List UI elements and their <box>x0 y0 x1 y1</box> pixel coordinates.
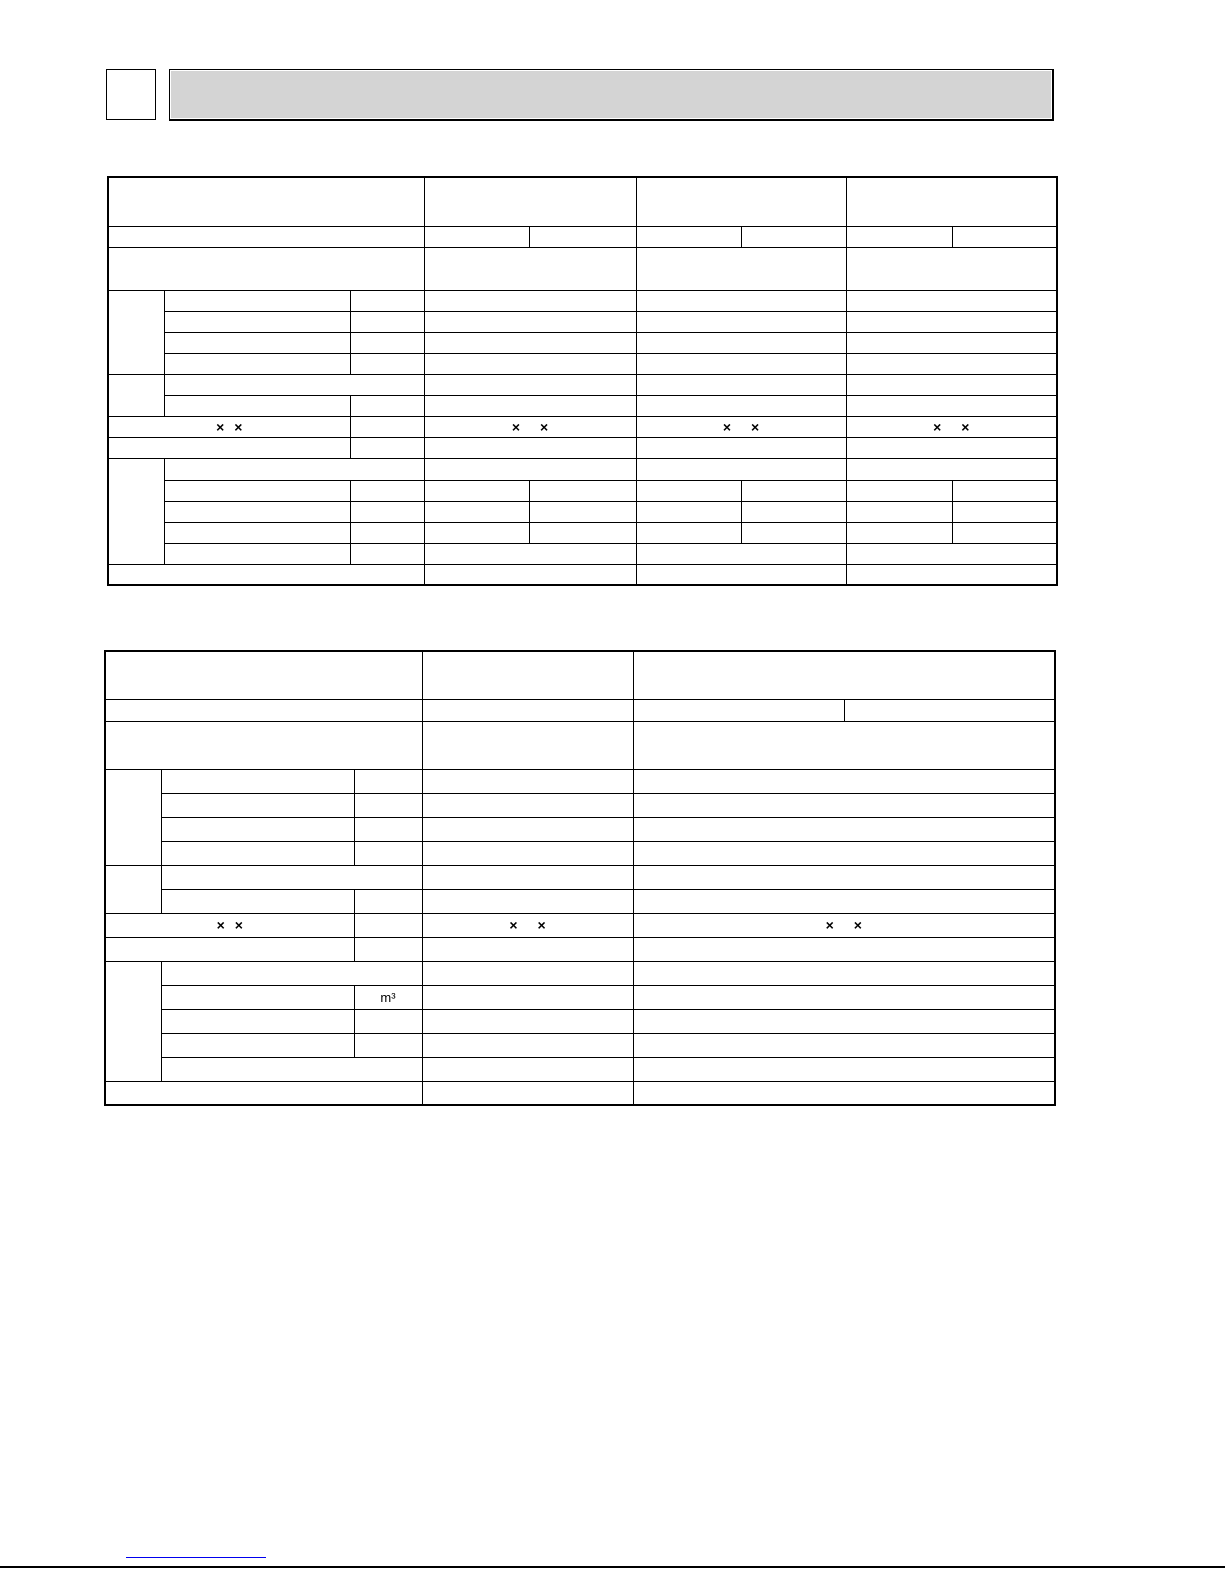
value-cell <box>424 311 636 332</box>
item-label-cell <box>164 395 350 416</box>
value-cell <box>636 290 846 311</box>
value-cell <box>636 543 846 564</box>
times-mark: × <box>540 418 549 435</box>
unit-cell <box>354 913 422 937</box>
unit-cell <box>350 437 424 458</box>
value-cell <box>422 769 633 793</box>
value-cell <box>422 721 633 769</box>
times-mark: × <box>216 418 225 435</box>
special-remarks-row <box>108 543 1057 564</box>
unit-cell <box>354 889 422 913</box>
remarks-row <box>108 564 1057 585</box>
unit-cell <box>350 311 424 332</box>
value-cell <box>422 865 633 889</box>
value-cell <box>424 290 636 311</box>
power-supply-label-cell <box>105 721 422 769</box>
value-cell <box>633 1009 1055 1033</box>
value-cell <box>422 961 633 985</box>
times-mark: × <box>933 418 942 435</box>
remarks-row <box>105 1081 1055 1105</box>
fan-motor-row <box>105 889 1055 913</box>
cooling-cell <box>846 226 952 247</box>
fan-motor-row <box>108 374 1057 395</box>
value-cell <box>633 841 1055 865</box>
special-remarks-row <box>105 1033 1055 1057</box>
fan-motor-group-cell <box>108 374 164 416</box>
value-cell <box>633 889 1055 913</box>
value-cell <box>633 817 1055 841</box>
item-label-cell <box>164 353 350 374</box>
unit-cell <box>350 522 424 543</box>
value-cell <box>422 793 633 817</box>
dimensions-value-cell <box>422 913 633 937</box>
unit-cell <box>350 395 424 416</box>
unit-cell <box>350 480 424 501</box>
dimensions-value-cell <box>633 913 1055 937</box>
section-title-fill <box>171 71 1051 118</box>
dimensions-value-cell <box>636 416 846 437</box>
value-cell <box>422 841 633 865</box>
value-cell <box>846 332 1057 353</box>
footer-rule <box>0 1566 1225 1568</box>
item-label-cell <box>161 961 422 985</box>
value-cell <box>846 374 1057 395</box>
unit-cell <box>350 416 424 437</box>
value-cell <box>529 501 636 522</box>
cooling-cell <box>636 226 741 247</box>
value-cell <box>741 480 846 501</box>
heating-cell <box>741 226 846 247</box>
value-cell <box>422 699 633 721</box>
electrical-row <box>108 290 1057 311</box>
electrical-group-cell <box>108 290 164 374</box>
air-flow-unit: m³ <box>380 989 396 1005</box>
item-label-cell <box>164 480 350 501</box>
value-cell <box>846 353 1057 374</box>
times-mark: × <box>825 917 834 933</box>
item-label-cell <box>164 311 350 332</box>
remarks-label-cell <box>108 564 424 585</box>
electrical-group-cell <box>105 769 161 865</box>
times-mark: × <box>722 418 731 435</box>
value-cell <box>636 501 741 522</box>
special-remarks-row <box>108 522 1057 543</box>
electrical-row <box>105 769 1055 793</box>
fan-motor-row <box>108 395 1057 416</box>
unit-cell <box>350 290 424 311</box>
item-label-cell <box>164 332 350 353</box>
value-cell <box>846 311 1057 332</box>
fan-motor-group-cell <box>105 865 161 913</box>
value-cell <box>846 543 1057 564</box>
value-cell <box>636 522 741 543</box>
fan-motor-row <box>105 865 1055 889</box>
power-supply-label-cell <box>108 247 424 290</box>
times-mark: × <box>509 917 518 933</box>
model-a-cell <box>422 651 633 699</box>
cooling-cell <box>633 699 844 721</box>
electrical-row <box>105 793 1055 817</box>
unit-cell <box>350 353 424 374</box>
special-remarks-row <box>105 961 1055 985</box>
value-cell <box>952 522 1057 543</box>
value-cell <box>636 437 846 458</box>
value-cell <box>424 395 636 416</box>
unit-cell <box>354 1009 422 1033</box>
value-cell <box>633 1033 1055 1057</box>
model-a-cell <box>424 177 636 226</box>
item-label-cell <box>161 889 354 913</box>
unit-cell <box>350 332 424 353</box>
electrical-row <box>108 332 1057 353</box>
model-c-cell <box>846 177 1057 226</box>
item-label-cell <box>161 817 354 841</box>
value-cell <box>741 522 846 543</box>
power-supply-row <box>105 721 1055 769</box>
item-label-cell <box>161 865 422 889</box>
model-b-cell <box>636 177 846 226</box>
value-cell <box>422 1009 633 1033</box>
electrical-row <box>108 311 1057 332</box>
remarks-label-cell <box>105 1081 422 1105</box>
value-cell <box>633 961 1055 985</box>
footer-link-underline[interactable] <box>126 1557 266 1558</box>
dimensions-label-cell <box>105 913 354 937</box>
function-label-cell <box>105 699 422 721</box>
dimensions-label-cell <box>108 416 350 437</box>
weight-label-cell <box>108 437 350 458</box>
value-cell <box>636 564 846 585</box>
value-cell <box>424 480 529 501</box>
special-remarks-row <box>105 985 1055 1009</box>
value-cell <box>636 458 846 480</box>
value-cell <box>422 817 633 841</box>
value-cell <box>422 1081 633 1105</box>
electrical-row <box>105 841 1055 865</box>
item-label-cell <box>161 793 354 817</box>
value-cell <box>422 1057 633 1081</box>
heating-cell <box>952 226 1057 247</box>
weight-label-cell <box>105 937 354 961</box>
unit-cell <box>354 841 422 865</box>
value-cell <box>529 522 636 543</box>
value-cell <box>422 937 633 961</box>
value-cell <box>633 793 1055 817</box>
value-cell <box>422 1033 633 1057</box>
model-b-cell <box>633 651 1055 699</box>
item-label-cell <box>161 769 354 793</box>
unit-cell <box>350 543 424 564</box>
item-label-cell <box>164 290 350 311</box>
value-cell <box>846 395 1057 416</box>
unit-cell <box>354 817 422 841</box>
unit-cell <box>354 937 422 961</box>
unit-cell <box>350 501 424 522</box>
weight-row <box>105 937 1055 961</box>
item-label-cell <box>164 543 350 564</box>
special-remarks-row <box>108 501 1057 522</box>
value-cell <box>846 480 952 501</box>
item-label-cell <box>161 1009 354 1033</box>
value-cell <box>633 937 1055 961</box>
value-cell <box>633 769 1055 793</box>
value-cell <box>529 480 636 501</box>
item-label-cell <box>164 501 350 522</box>
item-label-cell <box>164 458 424 480</box>
value-cell <box>846 437 1057 458</box>
value-cell <box>846 247 1057 290</box>
unit-cell <box>354 1033 422 1057</box>
cooling-cell <box>424 226 529 247</box>
value-cell <box>424 501 529 522</box>
value-cell <box>424 437 636 458</box>
spec-table-1 <box>107 176 1058 586</box>
value-cell <box>636 374 846 395</box>
value-cell <box>424 374 636 395</box>
special-remarks-row <box>105 1009 1055 1033</box>
value-cell <box>846 564 1057 585</box>
heating-cell <box>529 226 636 247</box>
item-label-cell <box>164 522 350 543</box>
value-cell <box>846 501 952 522</box>
value-cell <box>636 332 846 353</box>
electrical-row <box>105 817 1055 841</box>
function-row <box>108 226 1057 247</box>
item-label-cell <box>161 841 354 865</box>
value-cell <box>424 353 636 374</box>
value-cell <box>846 458 1057 480</box>
dimensions-value-cell <box>424 416 636 437</box>
heating-cell <box>844 699 1055 721</box>
value-cell <box>424 332 636 353</box>
special-remarks-row <box>108 458 1057 480</box>
function-label-cell <box>108 226 424 247</box>
item-label-cell <box>161 1033 354 1057</box>
special-remarks-row <box>108 480 1057 501</box>
dimensions-row <box>108 416 1057 437</box>
value-cell <box>636 480 741 501</box>
section-number-box <box>106 69 156 120</box>
dash-mark <box>723 1009 743 1010</box>
value-cell <box>633 1081 1055 1105</box>
air-flow-unit-cell <box>354 985 422 1009</box>
special-remarks-row <box>105 1057 1055 1081</box>
power-supply-row <box>108 247 1057 290</box>
weight-row <box>108 437 1057 458</box>
function-row <box>105 699 1055 721</box>
model-header-row <box>105 651 1055 699</box>
value-cell <box>633 721 1055 769</box>
value-cell <box>952 480 1057 501</box>
value-cell <box>424 564 636 585</box>
value-cell <box>424 458 636 480</box>
model-label-cell <box>108 177 424 226</box>
value-cell <box>633 985 1055 1009</box>
model-header-row <box>108 177 1057 226</box>
model-label-cell <box>105 651 422 699</box>
value-cell <box>633 865 1055 889</box>
times-mark: × <box>537 917 546 933</box>
times-mark: × <box>216 917 225 933</box>
unit-cell <box>354 793 422 817</box>
times-mark: × <box>234 917 243 933</box>
unit-cell <box>354 769 422 793</box>
value-cell <box>741 501 846 522</box>
times-mark: × <box>511 418 520 435</box>
value-cell <box>636 247 846 290</box>
special-remarks-group-cell <box>105 961 161 1081</box>
dimensions-value-cell <box>846 416 1057 437</box>
times-mark: × <box>961 418 970 435</box>
item-label-cell <box>161 1057 422 1081</box>
item-label-cell <box>161 985 354 1009</box>
spec-table-2 <box>104 650 1056 1106</box>
dimensions-row <box>105 913 1055 937</box>
value-cell <box>424 247 636 290</box>
times-mark: × <box>234 418 243 435</box>
value-cell <box>846 290 1057 311</box>
times-mark: × <box>751 418 760 435</box>
value-cell <box>636 395 846 416</box>
item-label-cell <box>164 374 424 395</box>
times-mark: × <box>853 917 862 933</box>
value-cell <box>846 522 952 543</box>
value-cell <box>952 501 1057 522</box>
value-cell <box>422 985 633 1009</box>
value-cell <box>424 522 529 543</box>
value-cell <box>422 889 633 913</box>
value-cell <box>424 543 636 564</box>
value-cell <box>636 311 846 332</box>
section-title-bar <box>169 69 1054 121</box>
electrical-row <box>108 353 1057 374</box>
special-remarks-group-cell <box>108 458 164 564</box>
value-cell <box>633 1057 1055 1081</box>
value-cell <box>636 353 846 374</box>
